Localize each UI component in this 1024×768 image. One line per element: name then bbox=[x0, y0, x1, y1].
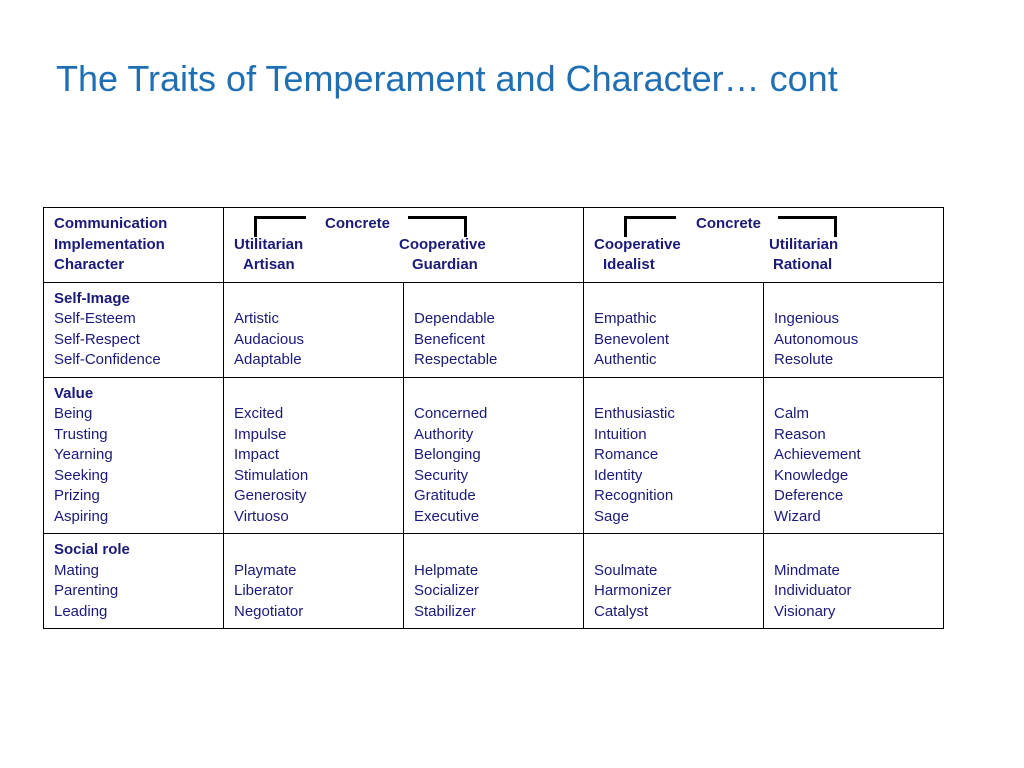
trait-value: Intuition bbox=[594, 425, 647, 443]
trait-value: Gratitude bbox=[414, 487, 476, 504]
header-label-implementation: Implementation bbox=[54, 235, 165, 253]
traits-table bbox=[43, 207, 944, 629]
idealist-cell bbox=[584, 534, 764, 629]
section-label: Leading bbox=[54, 602, 108, 620]
trait-value: Playmate bbox=[234, 561, 297, 579]
artisan-cell bbox=[224, 377, 404, 534]
trait-value: Reason bbox=[774, 425, 826, 443]
rational-cell bbox=[764, 534, 944, 629]
trait-value: Recognition bbox=[594, 487, 674, 504]
trait-value: Dependable bbox=[414, 310, 495, 327]
group-right-label: Utilitarian bbox=[769, 236, 839, 253]
group-top-label: Concrete bbox=[325, 215, 391, 232]
trait-value: Romance bbox=[594, 446, 659, 463]
group-right-character: Rational bbox=[773, 256, 833, 273]
trait-value: Helpmate bbox=[414, 561, 479, 579]
artisan-cell bbox=[224, 534, 404, 629]
trait-value: Artistic bbox=[234, 310, 279, 327]
section-row-value bbox=[44, 377, 944, 534]
trait-value: Enthusiastic bbox=[594, 405, 675, 422]
section-label: Mating bbox=[54, 561, 100, 579]
trait-value: Impact bbox=[234, 446, 280, 463]
trait-value: Authentic bbox=[594, 351, 657, 368]
trait-value: Individuator bbox=[774, 582, 852, 599]
header-group-idealist-rational bbox=[584, 208, 944, 283]
section-label: Self-Esteem bbox=[54, 310, 136, 327]
section-label-cell bbox=[44, 534, 224, 629]
trait-value: Ingenious bbox=[774, 310, 840, 327]
section-label: Parenting bbox=[54, 582, 119, 599]
trait-value: Authority bbox=[414, 425, 474, 443]
trait-value: Adaptable bbox=[234, 351, 302, 368]
trait-value: Benevolent bbox=[594, 330, 670, 348]
trait-value: Respectable bbox=[414, 351, 498, 368]
trait-value: Security bbox=[414, 466, 469, 484]
trait-value: Virtuoso bbox=[234, 507, 289, 525]
trait-value: Autonomous bbox=[774, 330, 859, 348]
trait-value: Sage bbox=[594, 507, 630, 525]
group-left-character: Idealist bbox=[603, 256, 655, 273]
section-heading: Self-Image bbox=[54, 289, 130, 307]
guardian-cell bbox=[404, 377, 584, 534]
trait-value: Achievement bbox=[774, 446, 861, 463]
rational-cell bbox=[764, 282, 944, 377]
idealist-cell bbox=[584, 282, 764, 377]
artisan-cell bbox=[224, 282, 404, 377]
trait-value: Audacious bbox=[234, 330, 305, 348]
trait-value: Catalyst bbox=[594, 602, 649, 620]
group-right-character: Guardian bbox=[412, 256, 478, 273]
header-label-communication: Communication bbox=[54, 215, 168, 232]
section-label: Trusting bbox=[54, 425, 108, 443]
group-right-label: Cooperative bbox=[399, 236, 486, 253]
trait-value: Liberator bbox=[234, 582, 294, 599]
section-heading: Social role bbox=[54, 541, 130, 558]
trait-value: Negotiator bbox=[234, 602, 304, 620]
header-labels-cell bbox=[44, 208, 224, 283]
guardian-cell bbox=[404, 534, 584, 629]
slide-title: The Traits of Temperament and Character… cont bbox=[56, 58, 838, 99]
trait-value: Calm bbox=[774, 405, 810, 422]
trait-value: Empathic bbox=[594, 310, 657, 327]
trait-value: Knowledge bbox=[774, 466, 849, 484]
section-row-social-role bbox=[44, 534, 944, 629]
trait-value: Belonging bbox=[414, 446, 481, 463]
header-group-artisan-guardian bbox=[224, 208, 584, 283]
trait-value: Stimulation bbox=[234, 466, 309, 484]
trait-value: Executive bbox=[414, 507, 480, 525]
trait-value: Stabilizer bbox=[414, 602, 476, 620]
section-label: Seeking bbox=[54, 466, 109, 484]
trait-value: Resolute bbox=[774, 351, 834, 368]
trait-value: Identity bbox=[594, 466, 643, 484]
section-label: Self-Confidence bbox=[54, 351, 161, 368]
trait-value: Wizard bbox=[774, 507, 821, 525]
group-top-label: Concrete bbox=[696, 215, 762, 232]
group-left-label: Utilitarian bbox=[234, 236, 304, 253]
header-label-character: Character bbox=[54, 256, 125, 273]
trait-value: Deference bbox=[774, 487, 844, 504]
section-label: Self-Respect bbox=[54, 330, 140, 348]
section-label: Yearning bbox=[54, 446, 113, 463]
trait-value: Generosity bbox=[234, 487, 307, 504]
trait-value: Beneficent bbox=[414, 330, 485, 348]
trait-value: Mindmate bbox=[774, 561, 840, 579]
section-label-cell bbox=[44, 282, 224, 377]
section-label: Aspiring bbox=[54, 507, 109, 525]
trait-value: Soulmate bbox=[594, 561, 658, 579]
section-heading: Value bbox=[54, 384, 94, 402]
trait-value: Harmonizer bbox=[594, 582, 672, 599]
section-row-self-image bbox=[44, 282, 944, 377]
section-label-cell bbox=[44, 377, 224, 534]
idealist-cell bbox=[584, 377, 764, 534]
trait-value: Concerned bbox=[414, 405, 488, 422]
trait-value: Socializer bbox=[414, 582, 480, 599]
group-left-character: Artisan bbox=[243, 256, 295, 273]
header-row bbox=[44, 208, 944, 283]
group-left-label: Cooperative bbox=[594, 236, 681, 253]
rational-cell bbox=[764, 377, 944, 534]
section-label: Being bbox=[54, 405, 93, 422]
guardian-cell bbox=[404, 282, 584, 377]
trait-value: Impulse bbox=[234, 425, 287, 443]
section-label: Prizing bbox=[54, 487, 100, 504]
trait-value: Excited bbox=[234, 405, 284, 422]
trait-value: Visionary bbox=[774, 602, 836, 620]
